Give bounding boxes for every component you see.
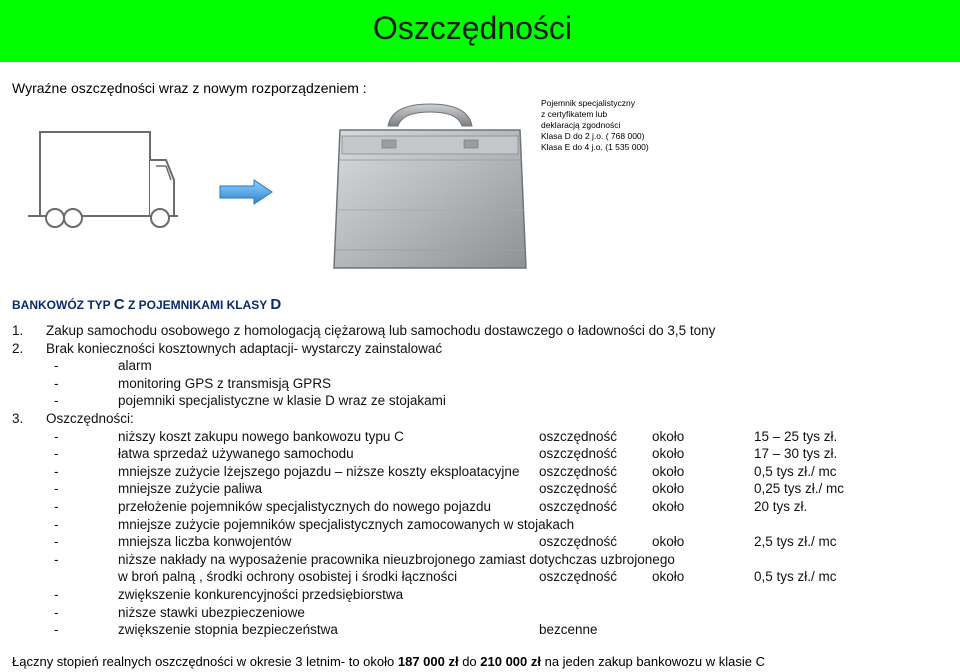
item-text: pojemniki specjalistyczne w klasie D wraz ze stojakami <box>118 393 446 409</box>
item-number: 3. <box>12 410 24 426</box>
banner-class-d: D <box>270 296 282 313</box>
list-item <box>12 322 952 340</box>
item-number: 1. <box>12 323 24 338</box>
item-text: przełożenie pojemników specjalistycznych do nowego pojazdu <box>118 498 491 514</box>
item-dash: - <box>54 498 59 514</box>
item-savings-value: 0,5 tys zł./ mc <box>754 569 837 585</box>
item-savings-label: oszczędność <box>539 569 618 585</box>
item-savings-label: bezcenne <box>539 622 598 638</box>
item-dash: - <box>54 586 59 602</box>
subtitle: Wyraźne oszczędności wraz z nowym rozporządzeniem : <box>12 80 367 96</box>
item-dash: - <box>54 551 59 567</box>
title-bar <box>0 0 960 62</box>
item-savings-value: 15 – 25 tys zł. <box>754 428 838 444</box>
item-dash: - <box>54 534 59 550</box>
item-approx: około <box>652 481 685 497</box>
item-approx: około <box>652 498 685 514</box>
container-note-line: z certyfikatem lub <box>541 109 608 119</box>
container-note-line: deklaracją zgodności <box>541 120 621 130</box>
aluminium-case-image <box>330 100 530 280</box>
list-item <box>12 480 952 498</box>
item-dash: - <box>54 428 59 444</box>
item-text: mniejsza liczba konwojentów <box>118 534 292 550</box>
item-approx: około <box>652 534 685 550</box>
item-text: monitoring GPS z transmisją GPRS <box>118 375 332 391</box>
item-approx: około <box>652 569 685 585</box>
item-savings-label: oszczędność <box>539 428 618 444</box>
savings-list <box>12 322 952 639</box>
item-text: Brak konieczności kosztownych adaptacji- wystarczy zainstalować <box>46 340 443 356</box>
container-note <box>541 98 649 153</box>
item-text: mniejsze zużycie lżejszego pojazdu – niższe koszty eksploatacyjne <box>118 463 520 479</box>
list-item <box>12 463 952 481</box>
footer-summary <box>12 654 765 669</box>
item-dash: - <box>54 375 59 391</box>
list-item <box>12 586 952 604</box>
list-item <box>12 568 952 586</box>
item-dash: - <box>54 516 59 532</box>
list-item <box>12 357 952 375</box>
banner-heading <box>12 296 281 313</box>
list-item <box>12 621 952 639</box>
item-savings-value: 0,5 tys zł./ mc <box>754 463 837 479</box>
item-dash: - <box>54 446 59 462</box>
list-item <box>12 551 952 569</box>
item-text: łatwa sprzedaż używanego samochodu <box>118 446 354 462</box>
item-text: niższe nakłady na wyposażenie pracownika nieuzbrojonego zamiast dotychczas uzbrojonego <box>118 551 675 567</box>
item-approx: około <box>652 428 685 444</box>
banner-mid: Z POJEMNIKAMI KLASY <box>124 298 271 312</box>
list-item <box>12 375 952 393</box>
footer-value-max: 210 000 zł <box>480 654 541 669</box>
container-note-line: Klasa D do 2 j.o. ( 768 000) <box>541 131 645 141</box>
item-text: mniejsze zużycie pojemników specjalistycznych zamocowanych w stojakach <box>118 516 575 532</box>
list-item <box>12 604 952 622</box>
item-dash: - <box>54 463 59 479</box>
list-item <box>12 410 952 428</box>
truck-icon <box>28 130 178 240</box>
item-text: zwiększenie stopnia bezpieczeństwa <box>118 622 338 638</box>
footer-post: na jeden zakup bankowozu w klasie C <box>540 654 766 669</box>
list-item <box>12 340 952 358</box>
item-dash: - <box>54 622 59 638</box>
item-savings-value: 2,5 tys zł./ mc <box>754 534 837 550</box>
item-savings-label: oszczędność <box>539 463 618 479</box>
banner-pre: BANKOWÓZ TYP <box>12 298 114 312</box>
item-dash: - <box>54 393 59 409</box>
item-text: niższy koszt zakupu nowego bankowozu typu C <box>118 428 404 444</box>
page-title: Oszczędności <box>372 10 572 46</box>
container-note-line: Klasa E do 4 j.o. (1 535 000) <box>541 142 649 152</box>
footer-value-min: 187 000 zł <box>397 654 459 669</box>
item-savings-label: oszczędność <box>539 481 618 497</box>
item-text: alarm <box>118 358 152 374</box>
item-savings-value: 17 – 30 tys zł. <box>754 446 838 462</box>
footer-pre: Łączny stopień realnych oszczędności w okresie 3 letnim- to około <box>12 654 398 669</box>
item-text: Oszczędności: <box>46 410 134 426</box>
item-text: zwiększenie konkurencyjności przedsiębiorstwa <box>118 586 404 602</box>
item-approx: około <box>652 446 685 462</box>
list-item <box>12 498 952 516</box>
right-arrow-icon <box>218 178 274 206</box>
container-note-line: Pojemnik specjalistyczny <box>541 98 636 108</box>
item-savings-label: oszczędność <box>539 446 618 462</box>
item-text: mniejsze zużycie paliwa <box>118 481 263 497</box>
list-item <box>12 445 952 463</box>
item-dash: - <box>54 358 59 374</box>
banner-class-c: C <box>113 296 125 313</box>
item-savings-value: 0,25 tys zł./ mc <box>754 481 845 497</box>
list-item <box>12 516 952 534</box>
list-item <box>12 428 952 446</box>
item-dash: - <box>54 481 59 497</box>
item-text: w broń palną , środki ochrony osobistej i środki łączności <box>118 569 458 585</box>
item-text: Zakup samochodu osobowego z homologacją ciężarową lub samochodu dostawczego o ładowności do 3,5 tony <box>46 323 716 338</box>
list-item <box>12 533 952 551</box>
list-item <box>12 392 952 410</box>
item-savings-label: oszczędność <box>539 498 618 514</box>
item-dash: - <box>54 604 59 620</box>
item-text: niższe stawki ubezpieczeniowe <box>118 604 305 620</box>
footer-mid: do <box>458 654 481 669</box>
item-savings-value: 20 tys zł. <box>754 498 808 514</box>
item-approx: około <box>652 463 685 479</box>
item-savings-label: oszczędność <box>539 534 618 550</box>
item-number: 2. <box>12 340 24 356</box>
